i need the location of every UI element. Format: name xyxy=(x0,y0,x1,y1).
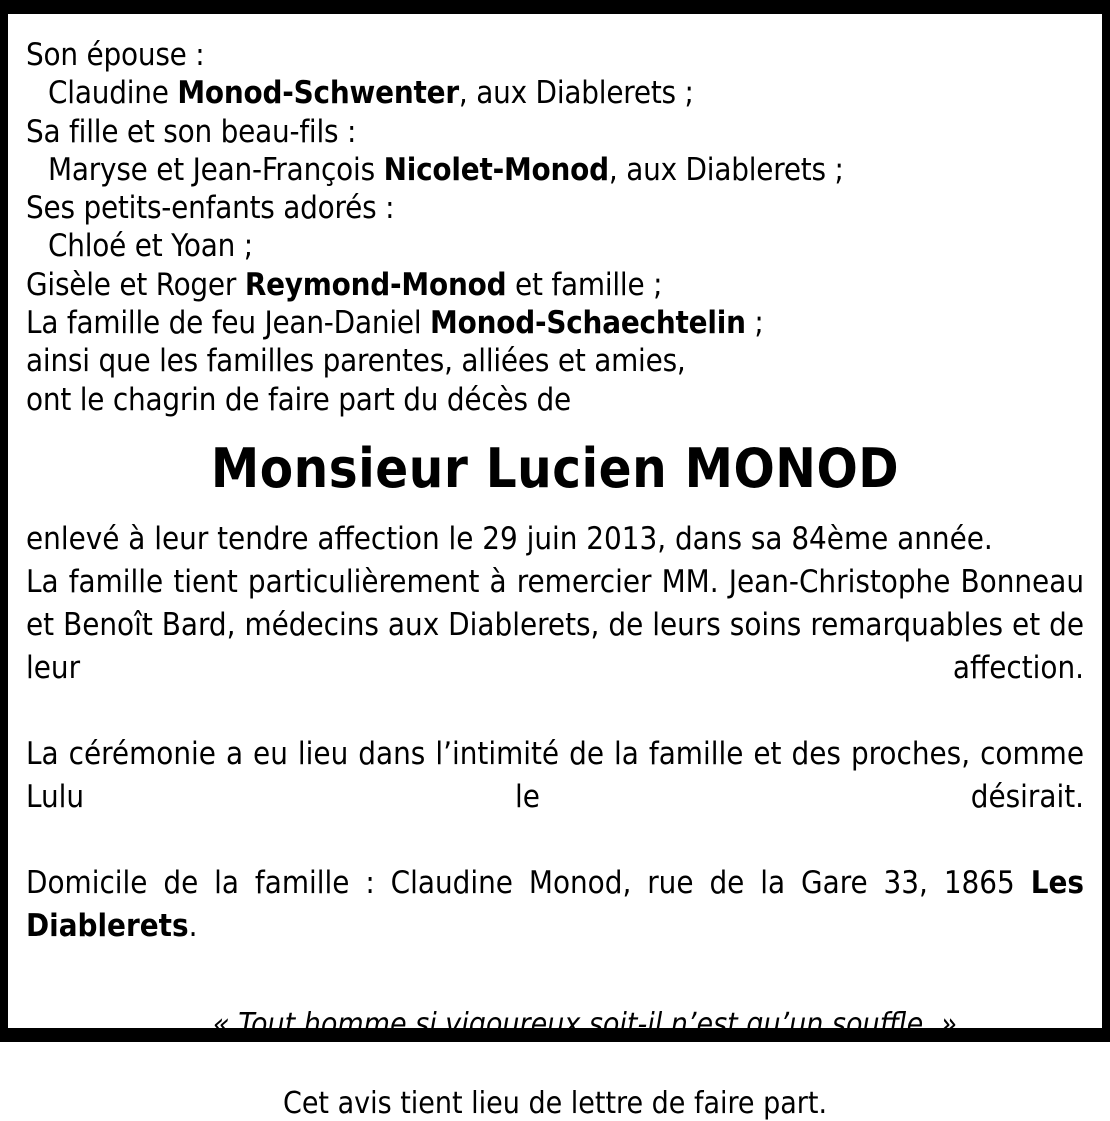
paragraph-address xyxy=(26,862,1084,991)
text-run: Ses petits-enfants adorés : xyxy=(26,190,395,227)
paragraph-death-date xyxy=(26,518,1084,561)
family-line-grandchildren-label xyxy=(26,189,1084,227)
text-run: , aux Diablerets ; xyxy=(608,151,844,188)
emphasized-name: Reymond-Monod xyxy=(244,266,507,303)
notice-body xyxy=(26,518,1084,992)
text-run: enlevé à leur tendre affection le 29 juin 2013, dans sa 84ème année. xyxy=(26,520,993,557)
text-run: ainsi que les familles parentes, alliées et amies, xyxy=(26,343,686,380)
family-line-daughter-names xyxy=(26,151,1084,189)
text-run: La famille de feu Jean-Daniel xyxy=(26,304,431,341)
family-line-spouse-name xyxy=(26,74,1084,112)
family-line-daughter-label xyxy=(26,113,1084,151)
family-line-spouse-label xyxy=(26,36,1084,74)
text-run: Domicile de la famille : Claudine Monod, rue de la Gare 33, 1865 xyxy=(26,865,1031,902)
paragraph-thanks xyxy=(26,561,1084,733)
family-line-other-relatives xyxy=(26,342,1084,380)
text-run: La cérémonie a eu lieu dans l’intimité de la famille et des proches, comme Lulu le désirait. xyxy=(26,735,1084,815)
family-list xyxy=(26,36,1084,419)
family-line-monod-schaechtelin xyxy=(26,304,1084,342)
emphasized-name: Monod-Schwenter xyxy=(177,75,459,112)
family-line-announce-line xyxy=(26,381,1084,419)
text-run: Son épouse : xyxy=(26,37,205,73)
text-run: Gisèle et Roger xyxy=(26,266,245,303)
paragraph-ceremony xyxy=(26,733,1084,862)
text-run: Chloé et Yoan ; xyxy=(48,228,253,265)
emphasized-name: Nicolet-Monod xyxy=(383,151,609,188)
emphasized-name: Les Diablerets xyxy=(26,865,1084,945)
text-run: La famille tient particulièrement à remercier MM. Jean-Christophe Bonneau et Benoît Bard, médecins aux Diablerets, de leurs soins remarquables et de leur affection. xyxy=(26,563,1084,686)
text-run: ; xyxy=(745,304,764,341)
closing-statement: Cet avis tient lieu de lettre de faire part. xyxy=(282,1086,828,1121)
text-run: . xyxy=(188,908,198,945)
deceased-name: Monsieur Lucien MONOD xyxy=(210,436,900,500)
text-run: Sa fille et son beau-fils : xyxy=(26,113,357,150)
family-line-reymond-monod xyxy=(26,266,1084,304)
emphasized-name: Monod-Schaechtelin xyxy=(430,304,746,341)
text-run: , aux Diablerets ; xyxy=(458,75,694,112)
text-run: Claudine xyxy=(48,75,178,112)
text-run: Maryse et Jean-François xyxy=(48,151,384,188)
text-run: ont le chagrin de faire part du décès de xyxy=(26,381,571,418)
text-run: et famille ; xyxy=(506,266,663,303)
family-line-grandchildren-names xyxy=(26,227,1084,265)
memorial-quote: « Tout homme si vigoureux soit-il n’est qu’un souffle. » xyxy=(213,1007,957,1043)
